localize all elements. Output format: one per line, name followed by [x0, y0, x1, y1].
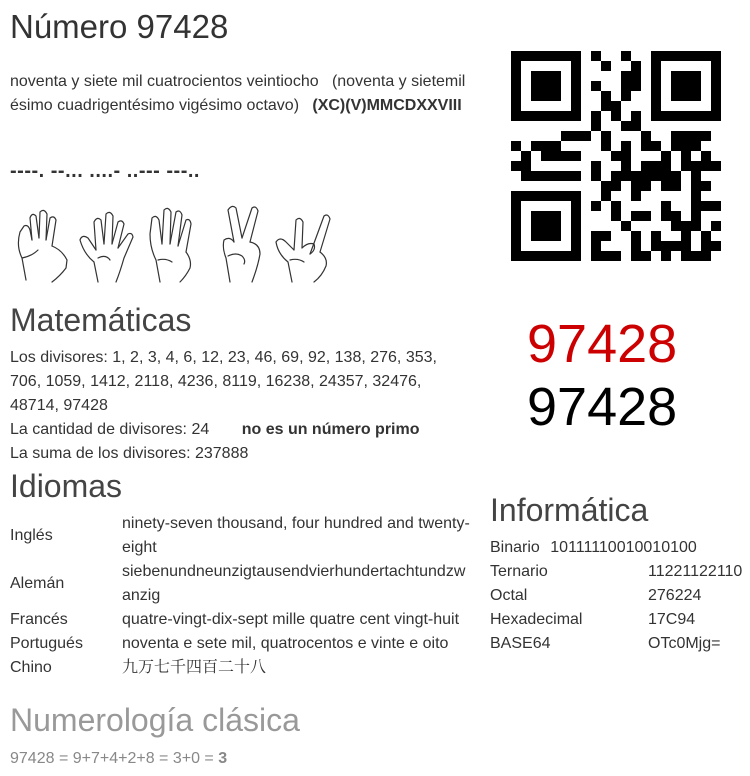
- table-row: [10, 632, 470, 656]
- page-title: Número 97428: [10, 8, 229, 45]
- table-row: [10, 608, 470, 632]
- lang-value: [122, 512, 470, 560]
- languages-heading: Idiomas: [10, 468, 123, 504]
- base64-label: BASE64: [490, 635, 551, 652]
- lang-name: Chino: [10, 659, 52, 676]
- languages-table: [10, 512, 470, 680]
- number-display-red: 97428: [527, 314, 678, 374]
- hand-sign-8-icon: [276, 215, 330, 282]
- divisors-line-2: 706, 1059, 1412, 2118, 4236, 8119, 16238, 24357, 32476,: [10, 373, 422, 390]
- qr-code: [511, 51, 721, 261]
- lang-value: [122, 560, 470, 608]
- table-row: [10, 512, 470, 560]
- sign-language-hands: [10, 202, 340, 284]
- numerology-heading: Numerología clásica: [10, 702, 300, 738]
- number-display-black: 97428: [527, 377, 678, 437]
- binary-value: 10111110010010100: [550, 539, 697, 556]
- divisor-sum: La suma de los divisores: 237888: [10, 445, 249, 462]
- prime-status: no es un número primo: [241, 421, 420, 438]
- binary-row: [490, 536, 748, 560]
- base64-value: OTc0Mjg=: [648, 635, 721, 652]
- ordinal-line: [10, 94, 490, 118]
- hand-sign-4-icon: [150, 208, 191, 282]
- lang-name: Alemán: [10, 575, 65, 592]
- numerology-result: 3: [218, 750, 228, 767]
- lang-name: Inglés: [10, 527, 53, 544]
- morse-code: ----. --... ....- ..--- ---..: [10, 160, 200, 182]
- divisor-count: La cantidad de divisores: 24: [10, 421, 210, 438]
- octal-label: Octal: [490, 587, 528, 604]
- lang-value: noventa e sete mil, quatrocentos e vinte e oito: [122, 635, 449, 652]
- lang-value: 九万七千四百二十八: [122, 659, 267, 676]
- divisors-line-3: 48714, 97428: [10, 397, 108, 414]
- lang-value-line: anzig: [122, 587, 161, 604]
- computing-section: [490, 536, 748, 656]
- octal-row: [490, 584, 748, 608]
- hex-value: 17C94: [648, 611, 696, 628]
- lang-value-line: eight: [122, 539, 157, 556]
- lang-name: Francés: [10, 611, 68, 628]
- languages-table-wrap: [10, 512, 480, 680]
- ordinal-text-1: (noventa y sietemil: [331, 73, 466, 90]
- number-words-text: noventa y siete mil cuatrocientos veintiocho: [10, 73, 319, 90]
- base64-row: [490, 632, 748, 656]
- table-row: [10, 656, 470, 680]
- ternary-value: 11221122110: [648, 563, 743, 580]
- numerology-formula-row: [10, 747, 227, 771]
- table-row: [10, 560, 470, 608]
- math-heading: Matemáticas: [10, 302, 192, 338]
- number-words: [10, 70, 480, 94]
- lang-value-line: ninety-seven thousand, four hundred and twenty-: [122, 515, 470, 532]
- roman-numeral: (XC)(V)MMCDXXVIII: [312, 97, 462, 114]
- hex-label: Hexadecimal: [490, 611, 583, 628]
- numerology-formula: 97428 = 9+7+4+2+8 = 3+0 =: [10, 750, 219, 767]
- octal-value: 276224: [648, 587, 702, 604]
- hands-svg: [10, 202, 340, 284]
- binary-label: Binario: [490, 539, 540, 556]
- ordinal-text-2: ésimo cuadrigentésimo vigésimo octavo): [10, 97, 300, 114]
- ternary-row: [490, 560, 748, 584]
- divisors-line-1: Los divisores: 1, 2, 3, 4, 6, 12, 23, 46, 69, 92, 138, 276, 353,: [10, 349, 437, 366]
- qr-code-icon: [511, 51, 721, 261]
- math-section: [10, 346, 490, 466]
- ternary-label: Ternario: [490, 563, 548, 580]
- lang-value: quatre-vingt-dix-sept mille quatre cent vingt-huit: [122, 611, 460, 628]
- computing-heading: Informática: [490, 492, 649, 528]
- lang-value-line: siebenundneunzigtausendvierhundertachtundzw: [122, 563, 466, 580]
- hand-sign-9-icon: [18, 210, 67, 282]
- divisor-count-row: [10, 418, 490, 442]
- hand-sign-2-icon: [223, 206, 260, 282]
- hand-sign-7-icon: [80, 212, 133, 282]
- hex-row: [490, 608, 748, 632]
- lang-name: Portugués: [10, 635, 83, 652]
